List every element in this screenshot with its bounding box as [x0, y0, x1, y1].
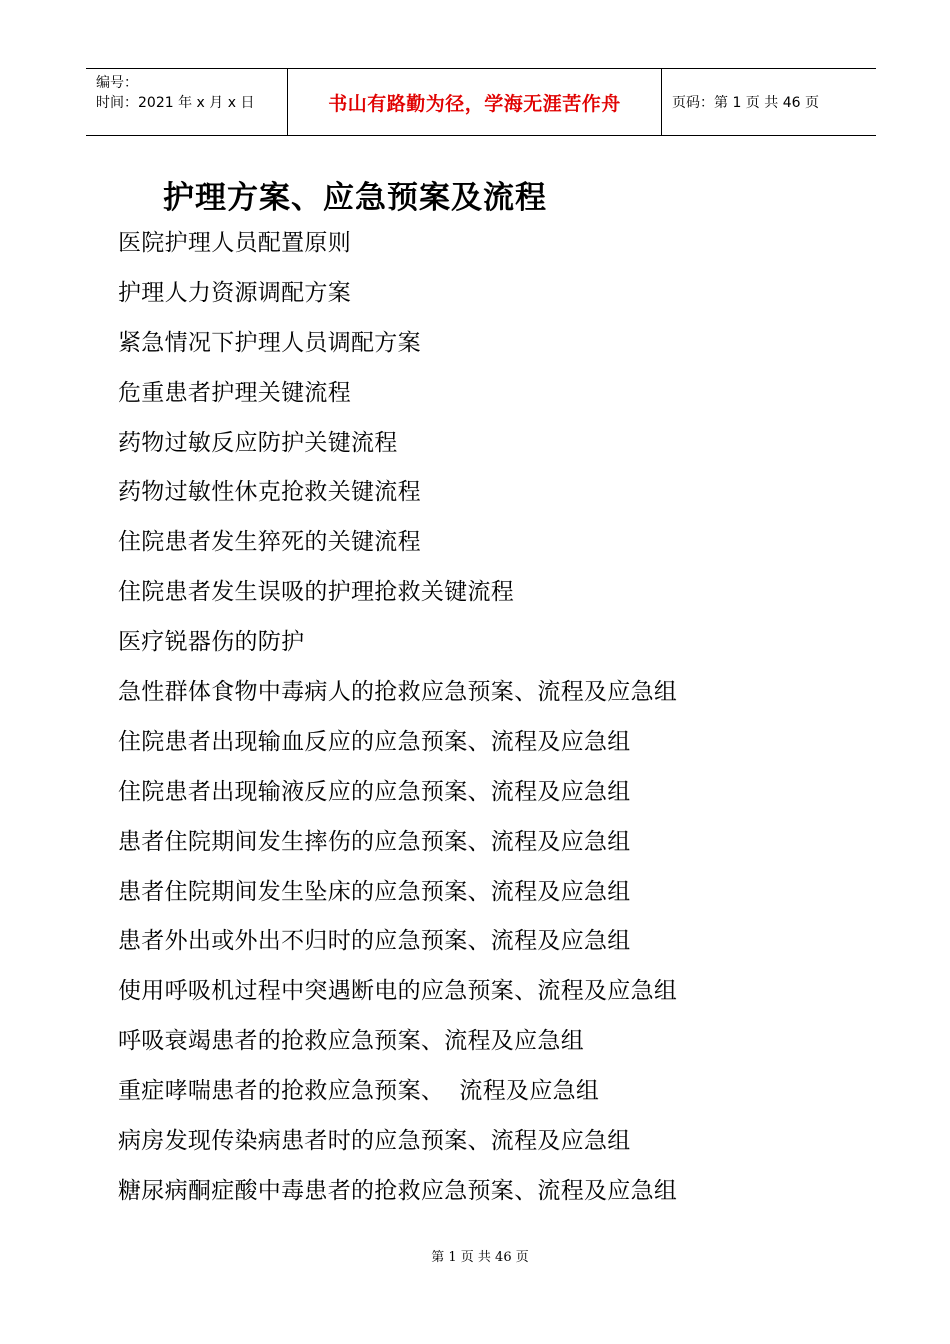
- page-footer: 第 1 页 共 46 页: [431, 1250, 529, 1265]
- list-item: 糖尿病酮症酸中毒患者的抢救应急预案、流程及应急组: [118, 1177, 678, 1204]
- list-item: 住院患者发生误吸的护理抢救关键流程: [118, 579, 515, 606]
- list-item: 患者住院期间发生摔伤的应急预案、流程及应急组: [118, 828, 631, 855]
- list-item: 紧急情况下护理人员调配方案: [118, 329, 421, 356]
- list-item: 急性群体食物中毒病人的抢救应急预案、流程及应急组: [118, 679, 678, 706]
- list-item: 医疗锐器伤的防护: [118, 629, 305, 656]
- header-meta-cell: [86, 69, 288, 135]
- header-motto: 书山有路勤为径，学海无涯苦作舟: [328, 92, 621, 115]
- document-title: 护理方案、应急预案及流程: [163, 180, 547, 216]
- header-page-info: 页码：第 1 页 共 46 页: [672, 95, 819, 111]
- list-item: 药物过敏性休克抢救关键流程: [118, 479, 421, 506]
- list-item: 危重患者护理关键流程: [118, 379, 351, 406]
- list-item: 使用呼吸机过程中突遇断电的应急预案、流程及应急组: [118, 978, 678, 1005]
- header-motto-cell: [288, 69, 662, 135]
- page-header: [86, 68, 876, 136]
- list-item: 护理人力资源调配方案: [118, 279, 351, 306]
- contents-list: [118, 224, 677, 1222]
- list-item: 患者住院期间发生坠床的应急预案、流程及应急组: [118, 878, 631, 905]
- list-item: 住院患者出现输液反应的应急预案、流程及应急组: [118, 778, 631, 805]
- list-item: 病房发现传染病患者时的应急预案、流程及应急组: [118, 1128, 631, 1155]
- list-item: 医院护理人员配置原则: [118, 230, 351, 256]
- list-item: 药物过敏反应防护关键流程: [118, 429, 398, 456]
- list-item: 重症哮喘患者的抢救应急预案、 流程及应急组: [118, 1078, 600, 1105]
- list-item: 呼吸衰竭患者的抢救应急预案、流程及应急组: [118, 1028, 584, 1055]
- list-item: 患者外出或外出不归时的应急预案、流程及应急组: [118, 928, 631, 955]
- list-item: 住院患者发生猝死的关键流程: [118, 529, 421, 556]
- document-number-label: 编号：: [96, 75, 138, 91]
- document-date: 时间：2021 年 x 月 x 日: [96, 95, 255, 111]
- list-item: 住院患者出现输血反应的应急预案、流程及应急组: [118, 728, 631, 755]
- header-page-cell: [662, 69, 876, 135]
